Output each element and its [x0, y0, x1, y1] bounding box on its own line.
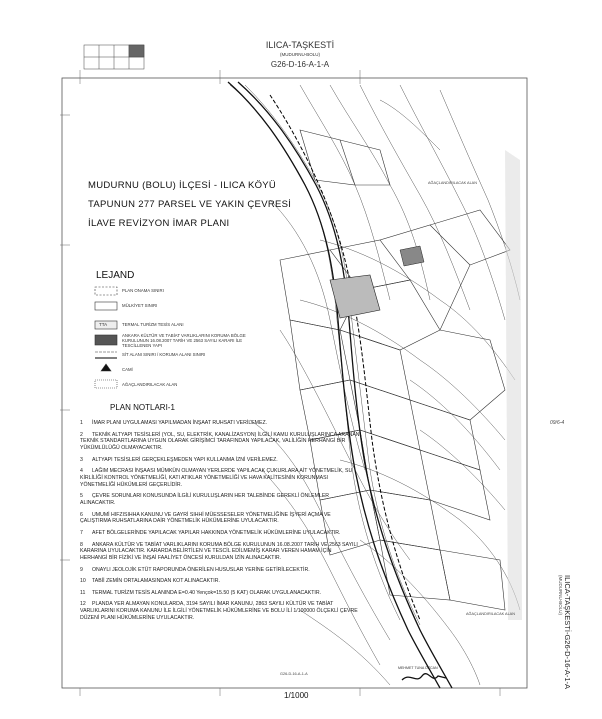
plan-note — [80, 567, 360, 574]
plan-note — [80, 590, 360, 597]
plan-note — [80, 542, 360, 562]
note-text: ALTYAPI TESİSLERİ GERÇEKLEŞMEDEN YAPI KULLANMA İZNİ VERİLEMEZ. — [92, 456, 278, 463]
note-text: LAĞIM MECRASI İNŞAASI MÜMKÜN OLMAYAN YERLERDE YAPILACAK ÇUKURLARA AİT YÖNETMELİK, SU KİRLİLİĞİ KONTROL YÖNETMELİĞİ, KATI ATIKLAR YÖNETMELİĞİ VE HAVA KALİTESİNİN KORUNMASI YÖNETMELİĞİ HÜKÜMLERİ GEÇERLİDİR. — [80, 468, 353, 488]
legend-item-registered-building: ANKARA KÜLTÜR VE TABİAT VARLIKLARINI KORUMA BÖLGE KURULUNUN 16.08.2007 TARİH VE 2563 SAYILI KARARI İLE TESCİLLENEN YAPI — [122, 333, 246, 349]
plan-note — [80, 578, 360, 585]
note-number: 8 — [80, 541, 83, 548]
plan-note — [80, 420, 360, 427]
map-label-top-right: AĞAÇLANDIRILACAK ALAN — [428, 181, 477, 185]
note-number: 4 — [80, 468, 83, 475]
signature-name: MEHMET TUNA ÖZCAN — [398, 666, 438, 670]
side-sheet-district: (MUDURNU-BOLU) — [558, 575, 563, 615]
legend-item-site-boundary: SİT ALANI SINIRI / KORUMA ALANI SINIRI — [122, 352, 206, 357]
handwritten-note: 09/6-4 — [550, 420, 565, 426]
plan-scale: 1/1000 — [284, 691, 309, 700]
legend-item-plan-boundary: PLAN ONAMA SINIRI — [122, 288, 164, 293]
note-number: 12 — [80, 601, 86, 608]
note-number: 10 — [80, 578, 86, 585]
legend-item-mosque: CAMİ — [122, 367, 133, 372]
note-number: 11 — [80, 589, 86, 596]
note-text: ONAYLI JEOLOJİK ETÜT RAPORUNDA ÖNERİLEN HUSUSLAR YERİNE GETİRİLECEKTİR. — [92, 566, 310, 573]
plan-note — [80, 432, 360, 452]
note-text: ÇEVRE SORUNLARI KONUSUNDA İLGİLİ KURULUŞLARIN HER TALEBİNDE GEREKLİ ÖNLEMLER ALINACAKTIR. — [80, 493, 330, 506]
plan-note — [80, 457, 360, 464]
plan-title-line-2: TAPUNUN 277 PARSEL VE YAKIN ÇEVRESİ — [88, 199, 292, 210]
legend-title: LEJAND — [96, 270, 135, 281]
plan-note — [80, 468, 360, 488]
note-number: 9 — [80, 566, 83, 573]
legend-item-afforestation: AĞAÇLANDIRILACAK ALAN — [122, 382, 178, 387]
map-label-right-side: AĞAÇLANDIRILACAK ALAN — [466, 612, 515, 616]
plan-title-line-3: İLAVE REVİZYON İMAR PLANI — [88, 218, 230, 229]
legend-item-tta-code: TTA — [99, 322, 108, 327]
hatched-area — [330, 246, 424, 318]
plan-note — [80, 601, 360, 621]
legend-symbols — [95, 287, 117, 388]
note-number: 3 — [80, 456, 83, 463]
legend-item-tta: TERMAL TURİZM TESİS ALANI — [122, 322, 184, 327]
plan-title-line-1: MUDURNU (BOLU) İLÇESİ - ILICA KÖYÜ — [88, 180, 277, 191]
signature-scribble — [402, 674, 446, 680]
note-text: ANKARA KÜLTÜR VE TABİAT VARLIKLARINI KORUMA BÖLGE KURULUNUN 16.08.2007 TARİH VE 2563 SAYILI KARARINA UYULACAKTIR. KARARDA BELİRTİLEN VE TESCİL EDİLMEMİŞ KARAR VEREN HAMAM İÇİN HERHANGİ BİR FİZİKİ VE İNŞAİ FAALİYET ÖNCESİ KURULDAN İZİN ALINACAKTIR. — [80, 541, 358, 561]
side-sheet-label: ILICA-TAŞKESTİ-G26-D-16-A-1-A — [563, 575, 572, 690]
sheet-number: G26-D-16-A-1-A — [270, 59, 330, 69]
notes-list — [80, 420, 360, 621]
note-text: TERMAL TURİZM TESİS ALANINDA E=0.40 Yençok=15.50 (5 KAT) OLARAK UYGULANACAKTIR. — [92, 589, 322, 596]
note-number: 5 — [80, 493, 83, 500]
plan-note — [80, 493, 360, 506]
plan-note — [80, 512, 360, 525]
sheet-index-grid — [84, 45, 144, 69]
map-label-bottom: G26-D-16-A-1-A — [280, 672, 308, 676]
note-text: PLANDA YER ALMAYAN KONULARDA, 3194 SAYILI İMAR KANUNU, 2863 SAYILI KÜLTÜR VE TABİAT VARLIKLARINI KORUMA KANUNU İLE İLGİLİ YÖNETMELİK HÜKÜMLERİNE VE BOLU İLİ 1/100000 ÖLÇEKLİ ÇEVRE DÜZENİ PLANI HÜKÜMLERİNE UYULACAKTIR. — [80, 601, 358, 621]
note-text: TEKNİK ALTYAPI TESİSLERİ (YOL, SU, ELEKTRİK, KANALİZASYON) İLGİLİ KAMU KURULUŞLARINCA ARANAN TEKNİK STANDARTLARINA UYGUN OLARAK GİRİŞİMCİ TARAFINDAN YAPILACAK, VALİLİĞİN HERHANGİ BİR YÜKÜMLÜLÜĞÜ OLMAYACAKTIR. — [80, 431, 360, 451]
sheet-district: (MUDURNU-BOLU) — [280, 52, 320, 58]
note-text: AFET BÖLGELERİNDE YAPILACAK YAPILAR HAKKINDA YÖNETMELİK HÜKÜMLERİNE UYULACAKTIR. — [92, 529, 341, 536]
shaded-strip — [505, 150, 522, 620]
sheet-header — [250, 40, 350, 69]
notes-title: PLAN NOTLARI-1 — [110, 403, 175, 412]
note-number: 6 — [80, 511, 83, 518]
note-number: 2 — [80, 431, 83, 438]
note-number: 7 — [80, 529, 83, 536]
note-text: UMUMİ HIFZISIHHA KANUNU VE GAYRİ SIHHİ MÜESSESELER YÖNETMELİĞİNE İŞYERİ AÇMA VE ÇALIŞTIRMA RUHSATLARINA DAİR YÖNETMELİK HÜKÜMLERİNE UYULACAKTIR. — [80, 511, 331, 525]
sheet-title: ILICA-TAŞKESTİ — [265, 40, 335, 50]
plan-title-block — [88, 180, 318, 229]
note-number: 1 — [80, 420, 83, 426]
note-text: İMAR PLANI UYGULAMASI YAPILMADAN İNŞAAT RUHSATI VERİLEMEZ. — [92, 420, 268, 426]
legend-item-ownership: MÜLKİYET SINIRI — [122, 303, 158, 308]
plan-note — [80, 530, 360, 537]
note-text: TABİİ ZEMİN ORTALAMASINDAN KOT ALINACAKTIR. — [92, 578, 220, 585]
